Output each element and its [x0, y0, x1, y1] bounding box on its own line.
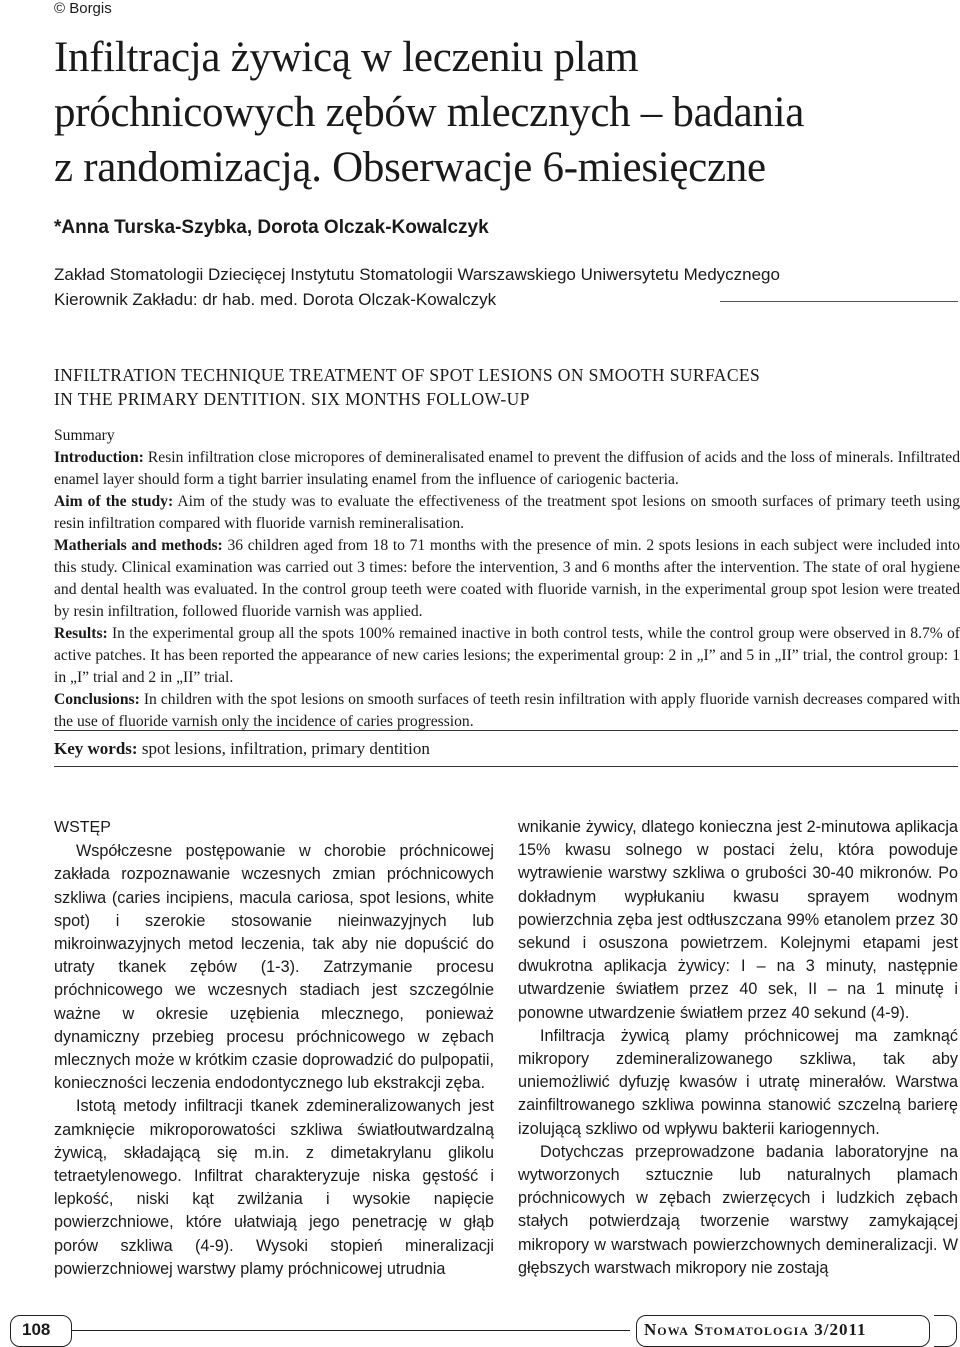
section-label: Conclusions:	[54, 691, 140, 708]
title-line: Infiltracja żywicą w leczeniu plam	[54, 34, 639, 81]
body-column-left	[54, 816, 494, 1281]
authors: *Anna Turska-Szybka, Dorota Olczak-Kowalczyk	[54, 217, 489, 238]
footer-rule	[70, 1330, 630, 1331]
body-paragraph: Współczesne postępowanie w chorobie próchnicowej zakłada rozpoznawanie wczesnych zmian próchnicowych szkliwa (caries incipiens, macula cariosa, spot lesions, white spot) i szerokie stosowanie nieinwazyjnych lub mikroinwazyjnych metod leczenia, tak aby nie dopuścić do utraty tkanek zębów (1-3). Zatrzymanie procesu próchnicowego we wczesnych stadiach jest szczególnie ważne w okresie uzębienia mlecznego, ponieważ dynamiczny przebieg procesu próchnicowego w zębach mlecznych może w krótkim czasie doprowadzić do pulpopatii, konieczności leczenia endodontycznego lub ekstrakcji zęba.	[54, 842, 494, 1093]
keywords	[54, 739, 430, 759]
section-label: Aim of the study:	[54, 493, 174, 510]
body-column-right	[518, 816, 958, 1280]
body-paragraph: wnikanie żywicy, dlatego konieczna jest 2-minutowa aplikacja 15% kwasu solnego w postaci żelu, która powoduje wytrawienie warstwy szkliwa o grubości 30-40 mikronów. Po dokładnym wypłukaniu kwasu sprayem wodnym powierzchnia zęba jest odtłuszczana 99% etanolem przez 30 sekund i osuszona powietrzem. Kolejnymi etapami jest dwukrotna aplikacja żywicy: I – na 3 minuty, następnie utwardzenie światłem przez 40 sek, II – na 1 minutę i ponowne utwardzenie światłem przez 40 sekund (4-9).	[518, 818, 958, 1022]
section-heading: WSTĘP	[54, 819, 111, 836]
summary-section	[54, 535, 960, 623]
summary	[54, 425, 960, 733]
english-title-line: IN THE PRIMARY DENTITION. SIX MONTHS FOLLOW-UP	[54, 389, 530, 409]
section-label: Introduction:	[54, 449, 144, 466]
summary-section	[54, 623, 960, 689]
section-text: In the experimental group all the spots 100% remained inactive in both control tests, while the control group were observed in 8.7% of active patches. It has been reported the appearance of new caries lesions; the experimental group: 2 in „I” and 5 in „II” trial, the control group: 1 in „I” trial and 2 in „II” trial.	[54, 625, 960, 686]
divider	[54, 730, 958, 731]
title-line: próchnicowych zębów mlecznych – badania	[54, 89, 805, 136]
copyright-notice: © Borgis	[54, 0, 112, 17]
title-line: z randomizacją. Obserwacje 6-miesięczne	[54, 144, 766, 191]
divider	[720, 301, 958, 302]
section-label: Matherials and methods:	[54, 537, 223, 554]
affiliation-line: Kierownik Zakładu: dr hab. med. Dorota Olczak-Kowalczyk	[54, 290, 497, 309]
section-text: Aim of the study was to evaluate the effectiveness of the treatment spot lesions on smooth surfaces of primary teeth using resin infiltration compared with fluoride varnish remineralisation.	[54, 493, 960, 532]
summary-section	[54, 689, 960, 733]
affiliation-line: Zakład Stomatologii Dziecięcej Instytutu Stomatologii Warszawskiego Uniwersytetu Medycznego	[54, 265, 780, 284]
summary-section	[54, 447, 960, 491]
body-paragraph: Infiltracja żywicą plamy próchnicowej ma zamknąć mikropory zdemineralizowanego szkliwa, tak aby uniemożliwić dyfuzję kwasów i utratę minerałów. Warstwa zainfiltrowanego szkliwa powinna stanowić szczelną barierę izolującą szkliwo od wpływu bakterii kariogennych.	[518, 1026, 958, 1138]
section-text: 36 children aged from 18 to 71 months with the presence of min. 2 spots lesions in each subject were included into this study. Clinical examination was carried out 3 times: before the intervention, 3 and 6 months after the intervention. The state of oral hygiene and dental health was evaluated. In the control group teeth were coated with fluoride varnish, in the experimental group spot lesion were treated by resin infiltration, followed fluoride varnish was applied.	[54, 537, 960, 620]
body-paragraph: Istotą metody infiltracji tkanek zdemineralizowanych jest zamknięcie mikroporowatości szkliwa światłoutwardzalną żywicą, składającą się m.in. z dimetakrylanu glikolu tetraetylenowego. Infiltrat charakteryzuje niska gęstość i lepkość, niski kąt zwilżania i wysokie napięcie powierzchniowe, które ułatwiają jego penetrację w głąb porów szkliwa (4-9). Wysoki stopień mineralizacji powierzchniowej warstwy plamy próchnicowej utrudnia	[54, 1097, 494, 1278]
journal-name: Nowa Stomatologia 3/2011	[644, 1320, 867, 1339]
section-label: Results:	[54, 625, 108, 642]
section-text: In children with the spot lesions on smooth surfaces of teeth resin infiltration with apply fluoride varnish decreases compared with the use of fluoride varnish only the incidence of caries progression.	[54, 691, 960, 730]
summary-section	[54, 491, 960, 535]
divider	[54, 766, 958, 767]
keywords-label: Key words:	[54, 739, 138, 758]
article-title	[54, 30, 944, 195]
english-title	[54, 363, 934, 411]
footer-corner	[934, 1315, 957, 1347]
section-text: Resin infiltration close micropores of demineralisated enamel to prevent the diffusion of acids and the loss of minerals. Infiltrated enamel layer should form a tight barrier insulating enamel from the influence of cariogenic bacteria.	[54, 449, 960, 488]
body-paragraph: Dotychczas przeprowadzone badania laboratoryjne na wytworzonych sztucznie lub naturalnych plamach próchnicowych w zębach zwierzęcych i ludzkich zębach stałych potwierdzają tworzenie warstwy zamykającej mikropory w warstwach powierzchownych demineralizacji. W głębszych warstwach mikropory nie zostają	[518, 1142, 958, 1277]
summary-heading: Summary	[54, 427, 115, 444]
keywords-list: spot lesions, infiltration, primary dentition	[141, 739, 430, 758]
page-number: 108	[22, 1320, 51, 1339]
english-title-line: INFILTRATION TECHNIQUE TREATMENT OF SPOT LESIONS ON SMOOTH SURFACES	[54, 365, 761, 385]
affiliation	[54, 262, 954, 312]
